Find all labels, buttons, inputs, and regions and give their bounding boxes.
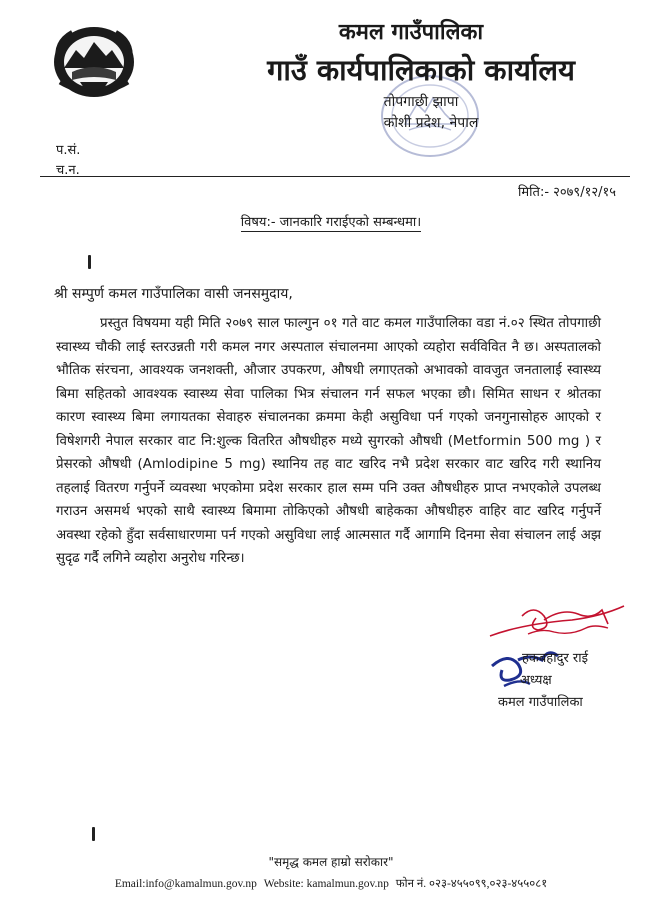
footer-email: Email:info@kamalmun.gov.np: [114, 878, 257, 890]
reference-number-label: प.सं.: [56, 143, 81, 158]
body-paragraph: प्रस्तुत विषयमा यही मिति २०७९ साल फाल्गुन ०१ गते वाट कमल गाउँपालिका वडा नं.०२ स्थित तोपगाछी स्वास्थ्य चौकी लाई स्तरउन्नती गरी कमल नगर अस्पताल संचालनमा आएको व्यहोरा सर्वविवित नै छ। अस्पतालको भौतिक संरचना, आवश्यक जनशक्ती, औजार उपकरण, औषधी लगाएतको अभावको वावजुत जनतालाई स्वास्थ्य बिमा सहितको आवश्यक स्वास्थ्य सेवा पालिका भित्र संचालन गर्न सफल भएका छौ। सिमित साधन र श्रोतका कारण स्वास्थ्य बिमा लगायतका सेवाहरु संचालनका क्रममा केही असुविधा पर्न गएको जनगुनासोहरु आएको र विषेशगरी नेपाल सरकार वाट नि:शुल्क वितरित औषधीहरु मध्ये सुगरको औषधी (Metformin 500 mg ) र प्रेसरको औषधी (Amlodipine 5 mg) स्थानिय तह वाट खरिद नभै प्रदेश सरकार वाट खरिद गरी स्थानिय तहलाई वितरण गर्नुपर्ने व्यवस्था भएकोमा प्रदेश सरकार हाल सम्म पनि उक्त औषधीहरु प्राप्त नभएकोले उपलब्ध गराउन असमर्थ भएको साथै स्वास्थ्य बिमामा तोकिएको औषधी बाहेकका औषधीहरु वाहिर वाट खरिद गर्नुपर्ने अवस्था रहेको हुँदा सर्वसाधारणमा पर्न गएको असुविधा लाई आत्मसात गर्दै आगामि दिनमा सेवा संचालन लाई अझ सुदृढ गर्दै लगिने व्यहोरा अनुरोध गरिन्छ।: [56, 316, 601, 566]
header-divider: [40, 176, 630, 177]
dispatch-number-label: च.न.: [56, 163, 80, 178]
footer-website: Website: kamalmun.gov.np: [263, 878, 389, 890]
salutation: श्री सम्पुर्ण कमल गाउँपालिका वासी जनसमुदाय,: [54, 286, 293, 302]
letter-date: मिति:- २०७९/१२/१५: [518, 185, 616, 200]
footer-contact: [0, 876, 662, 891]
address-line-2: कोशी प्रदेश, नेपाल: [383, 115, 479, 131]
subject-line: [0, 212, 662, 230]
letter-body: [56, 312, 601, 571]
punch-mark: [92, 827, 95, 841]
signatory-title: अध्यक्ष: [520, 673, 552, 688]
footer-phone: फोन नं. ०२३-४५५०९९,०२३-४५५०८१: [395, 878, 548, 890]
subject-text: विषय:- जानकारि गराईएको सम्बन्धमा।: [240, 215, 422, 230]
municipality-name: कमल गाउँपालिका: [338, 20, 484, 45]
signatory-name: हकबहादुर राई: [522, 651, 588, 666]
footer-motto: "समृद्ध कमल हाम्रो सरोकार": [268, 855, 394, 869]
signatory-organization: कमल गाउँपालिका: [498, 695, 583, 710]
address-line-1: तोपगाछी झापा: [383, 94, 459, 110]
office-name: गाउँ कार्यपालिकाको कार्यालय: [267, 53, 575, 87]
punch-mark: [88, 255, 91, 269]
